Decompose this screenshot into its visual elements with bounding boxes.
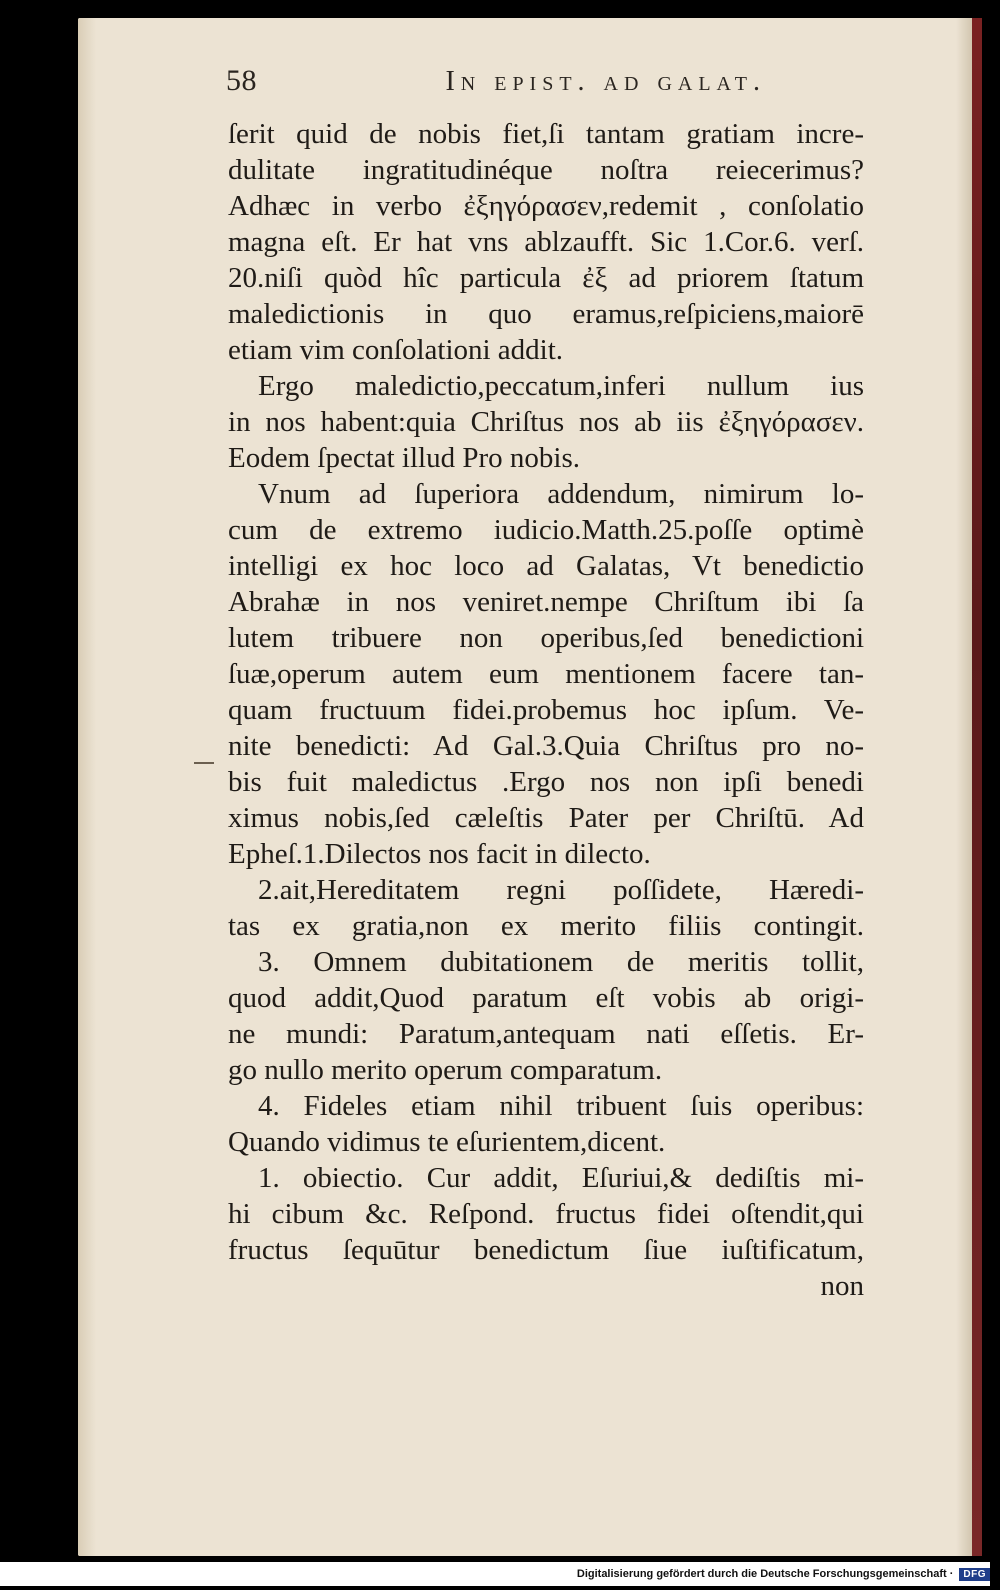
text-line: 1. obiectio. Cur addit, Eſuriui,& dediſtis mi- — [258, 1162, 864, 1194]
catchword: non — [820, 1270, 864, 1302]
text-line: ximus nobis,ſed cæleſtis Pater per Chriſtū. Ad — [228, 802, 864, 834]
text-line: tas ex gratia,non ex merito filiis contingit. — [228, 910, 864, 942]
text-line: fructus ſequūtur benedictum ſiue iuſtificatum, — [228, 1234, 864, 1266]
text-line: hi cibum &c. Reſpond. fructus fidei oſtendit,qui — [228, 1198, 864, 1230]
text-line: Abrahæ in nos veniret.nempe Chriſtum ibi ſa — [228, 586, 864, 618]
text-line: Eodem ſpectat illud Pro nobis. — [228, 442, 580, 474]
text-line: quod addit,Quod paratum eſt vobis ab origi- — [228, 982, 864, 1014]
text-line: 4. Fideles etiam nihil tribuent ſuis operibus: — [258, 1090, 864, 1122]
text-line: Epheſ.1.Dilectos nos facit in dilecto. — [228, 838, 651, 870]
book-binding-edge — [972, 18, 982, 1556]
text-line: maledictionis in quo eramus,reſpiciens,maiorē — [228, 298, 864, 330]
text-line: ne mundi: Paratum,antequam nati eſſetis. Er- — [228, 1018, 864, 1050]
text-line: Adhæc in verbo ἐξηγόρασεν,redemit , conſolatio — [228, 190, 864, 222]
text-line: in nos habent:quia Chriſtus nos ab iis ἐξηγόρασεν. — [228, 406, 864, 438]
text-line: cum de extremo iudicio.Matth.25.poſſe optimè — [228, 514, 864, 546]
margin-mark — [194, 762, 214, 764]
text-line: Vnum ad ſuperiora addendum, nimirum lo- — [258, 478, 864, 510]
text-line: magna eſt. Er hat vns ablzaufft. Sic 1.Cor.6. verſ. — [228, 226, 864, 258]
dfg-logo: DFG — [959, 1568, 990, 1581]
text-line: dulitate ingratitudinéque noſtra reiecerimus? — [228, 154, 864, 186]
text-line: 20.niſi quòd hîc particula ἐξ ad priorem ſtatum — [228, 262, 864, 294]
text-line: intelligi ex hoc loco ad Galatas, Vt benedictio — [228, 550, 864, 582]
page-number: 58 — [226, 64, 257, 97]
running-header — [226, 64, 766, 98]
credit-text: Digitalisierung gefördert durch die Deutsche Forschungsgemeinschaft · — [576, 1568, 954, 1580]
digitization-credit-bar — [0, 1562, 990, 1586]
text-line: nite benedicti: Ad Gal.3.Quia Chriſtus pro no- — [228, 730, 864, 762]
text-line: go nullo merito operum comparatum. — [228, 1054, 663, 1086]
text-line: Ergo maledictio,peccatum,inferi nullum ius — [258, 370, 864, 402]
text-line: bis fuit maledictus .Ergo nos non ipſi benedi — [228, 766, 864, 798]
text-line: 2.ait,Hereditatem regni poſſidete, Hæredi- — [258, 874, 864, 906]
text-line: etiam vim conſolationi addit. — [228, 334, 564, 366]
text-line: 3. Omnem dubitationem de meritis tollit, — [258, 946, 864, 978]
text-line: Quando vidimus te eſurientem,dicent. — [228, 1126, 666, 1158]
text-line: lutem tribuere non operibus,ſed benedictioni — [228, 622, 864, 654]
text-line: ſuæ,operum autem eum mentionem facere tan- — [228, 658, 864, 690]
text-body — [228, 116, 864, 1304]
running-title: In epist. ad galat. — [445, 66, 766, 97]
page-shadow-left — [78, 18, 96, 1556]
text-line: ſerit quid de nobis fiet,ſi tantam gratiam incre- — [228, 118, 864, 150]
text-line: quam fructuum fidei.probemus hoc ipſum. Ve- — [228, 694, 864, 726]
